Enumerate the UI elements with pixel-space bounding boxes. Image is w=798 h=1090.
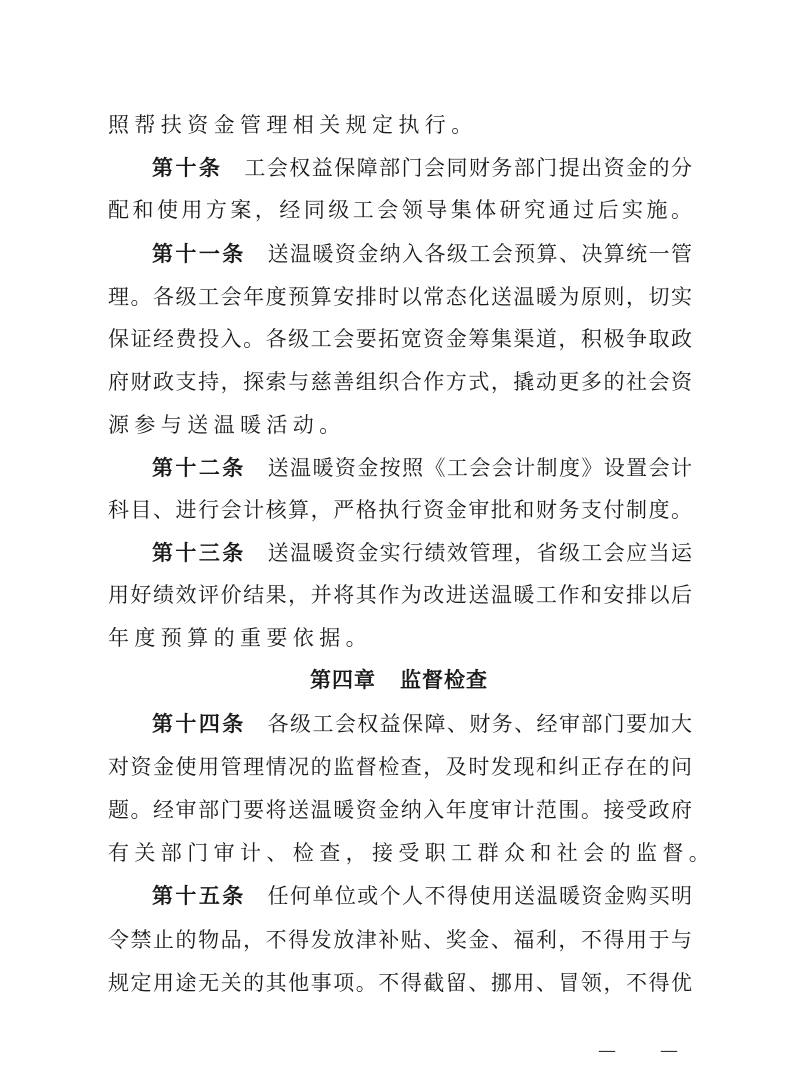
- chapter-number: 第四章: [310, 668, 376, 692]
- article-text: 送温暖资金按照《工会会计制度》设置会计: [267, 456, 693, 480]
- chapter-heading: [0, 664, 798, 694]
- body-line: 规定用途无关的其他事项。不得截留、挪用、冒领，不得优: [108, 971, 692, 995]
- article-label: 第十四条: [152, 712, 246, 736]
- article-label: 第十三条: [152, 541, 246, 565]
- article-text: 任何单位或个人不得使用送温暖资金购买明: [267, 884, 693, 908]
- body-line: 府财政支持，探索与慈善组织合作方式，撬动更多的社会资: [108, 370, 692, 394]
- body-line: 保证经费投入。各级工会要拓宽资金筹集渠道，积极争取政: [108, 327, 692, 351]
- page-number-left-dash: —: [598, 1040, 616, 1061]
- body-line: 有关部门审计、检查，接受职工群众和社会的监督。: [108, 841, 716, 865]
- page-number: [598, 1040, 678, 1061]
- body-line: 科目、进行会计核算，严格执行资金审批和财务支付制度。: [108, 498, 692, 522]
- article-label: 第十五条: [152, 884, 246, 908]
- body-line: 用好绩效评价结果，并将其作为改进送温暖工作和安排以后: [108, 583, 692, 607]
- article-12: [152, 454, 692, 482]
- article-15: [152, 882, 692, 910]
- article-14: [152, 710, 692, 738]
- article-label: 第十一条: [152, 242, 246, 266]
- body-line: 对资金使用管理情况的监督检查，及时发现和纠正存在的问: [108, 755, 692, 779]
- article-10: [152, 154, 692, 182]
- article-text: 送温暖资金纳入各级工会预算、决算统一管: [267, 242, 693, 266]
- article-11: [152, 240, 692, 268]
- article-label: 第十条: [152, 156, 223, 180]
- article-label: 第十二条: [152, 456, 246, 480]
- page-number-right-dash: —: [660, 1040, 678, 1061]
- body-line: 配和使用方案，经同级工会领导集体研究通过后实施。: [108, 198, 692, 222]
- chapter-title: 监督检查: [400, 668, 488, 692]
- body-line: 照帮扶资金管理相关规定执行。: [108, 113, 478, 137]
- article-text: 工会权益保障部门会同财务部门提出资金的分: [244, 156, 693, 180]
- article-text: 送温暖资金实行绩效管理，省级工会应当运: [267, 541, 693, 565]
- body-line: 理。各级工会年度预算安排时以常态化送温暖为原则，切实: [108, 285, 692, 309]
- body-line: 令禁止的物品，不得发放津补贴、奖金、福利，不得用于与: [108, 928, 692, 952]
- body-line: 题。经审部门要将送温暖资金纳入年度审计范围。接受政府: [108, 798, 692, 822]
- body-line: 源参与送温暖活动。: [108, 413, 346, 437]
- article-text: 各级工会权益保障、财务、经审部门要加大: [267, 712, 693, 736]
- body-line: 年度预算的重要依据。: [108, 626, 372, 650]
- article-13: [152, 539, 692, 567]
